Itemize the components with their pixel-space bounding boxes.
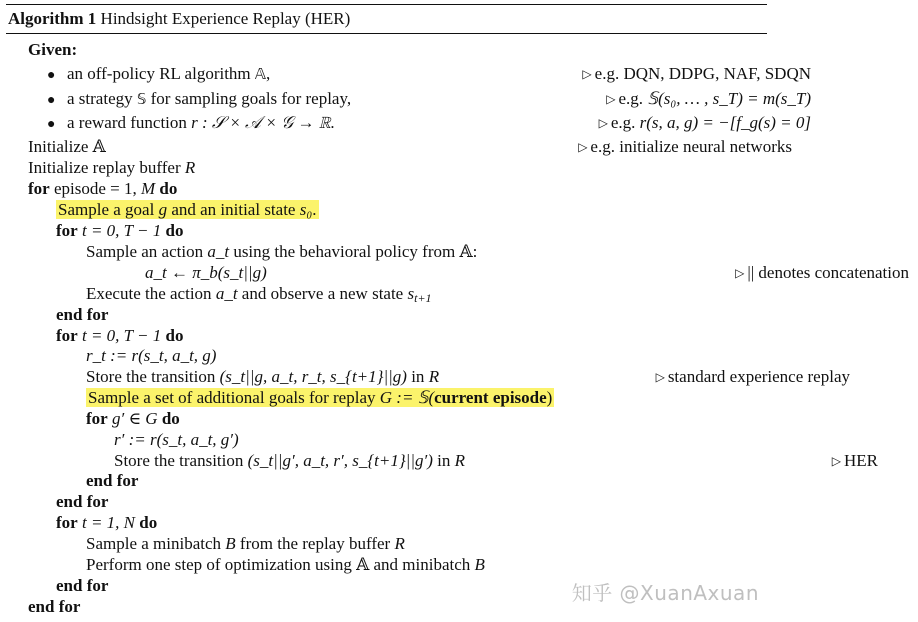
comment-triangle-icon: ▷ — [655, 370, 665, 384]
sample-action-line: Sample an action a_t using the behavioral policy from 𝔸: — [86, 242, 478, 261]
watermark: 知乎 @XuanAxuan — [571, 581, 759, 605]
comment: ▷ HER — [831, 451, 878, 470]
given-line: Given: — [28, 40, 78, 59]
for-t-line-3: for t = 1, N do — [56, 513, 158, 532]
comment-triangle-icon: ▷ — [606, 92, 616, 106]
bullet-icon: ● — [47, 93, 56, 108]
caption-rule — [6, 33, 767, 34]
for-episode-line: for episode = 1, M do — [28, 179, 178, 198]
end-for-1: end for — [56, 305, 109, 324]
optimize-line: Perform one step of optimization using 𝔸 and minibatch B — [86, 555, 485, 574]
minibatch-line: Sample a minibatch B from the replay buffer R — [86, 534, 405, 553]
bullet-icon: ● — [47, 68, 56, 83]
end-for-3: end for — [56, 492, 109, 511]
init-buffer-line: Initialize replay buffer R — [28, 158, 196, 177]
for-t-line-1: for t = 0, T − 1 do — [56, 221, 184, 240]
comment: ▷ standard experience replay — [655, 367, 850, 386]
comment-triangle-icon: ▷ — [598, 116, 608, 130]
policy-line: a_t ← π_b(s_t||g) ▷ || denotes concatenation — [145, 263, 909, 282]
highlighted-statement: Sample a set of additional goals for replay G := 𝕊(current episode) — [88, 388, 553, 407]
bullet-reward: ● a reward function r : 𝒮 × 𝒜 × 𝒢 → ℝ. ▷ e.g. r(s, a, g) = −[f_g(s) = 0] — [0, 113, 820, 133]
highlighted-statement: Sample a goal g and an initial state s₀. — [58, 200, 317, 219]
end-for-4: end for — [56, 576, 109, 595]
bullet-icon: ● — [47, 117, 56, 132]
comment: ▷ e.g. initialize neural networks — [578, 137, 792, 156]
execute-line: Execute the action a_t and observe a new state $s_{t+1}$ — [86, 284, 432, 305]
for-t-line-2: for t = 0, T − 1 do — [56, 326, 184, 345]
init-algorithm-line: Initialize 𝔸 ▷ e.g. initialize neural networks — [28, 137, 792, 156]
reward-line: r_t := r(s_t, a_t, g) — [86, 346, 217, 365]
comment: ▷ e.g. r(s, a, g) = −[f_g(s) = 0] — [598, 113, 811, 132]
algorithm-label: Algorithm 1 — [8, 9, 97, 28]
for-goal-line: for g′ ∈ G do — [86, 409, 180, 428]
sample-goal-line — [0, 200, 829, 220]
sample-goals-line — [0, 388, 859, 408]
reward-prime-line: r′ := r(s_t, a_t, g′) — [114, 430, 239, 449]
end-for-2: end for — [86, 471, 139, 490]
algorithm-title: Hindsight Experience Replay (HER) — [100, 9, 351, 28]
algorithm-caption — [8, 8, 350, 30]
store-transition-line: Store the transition (s_t||g, a_t, r_t, s_{t+1}||g) in R ▷ standard experience replay — [86, 367, 850, 386]
comment: ▷ || denotes concatenation — [735, 263, 909, 282]
comment: ▷ e.g. 𝕊(s₀, … , s_T) = m(s_T) — [606, 89, 811, 108]
store-her-line: Store the transition (s_t||g′, a_t, r′, s_{t+1}||g′) in R ▷ HER — [114, 451, 878, 470]
comment-triangle-icon: ▷ — [578, 140, 588, 154]
comment-triangle-icon: ▷ — [831, 454, 841, 468]
bullet-algorithm: ● an off-policy RL algorithm 𝔸, ▷ e.g. DQN, DDPG, NAF, SDQN — [0, 64, 820, 84]
end-for-5: end for — [28, 597, 81, 616]
bullet-strategy: ● a strategy 𝕊 for sampling goals for replay, ▷ e.g. 𝕊(s₀, … , s_T) = m(s_T) — [0, 89, 820, 109]
top-rule — [6, 4, 767, 5]
comment: ▷ e.g. DQN, DDPG, NAF, SDQN — [582, 64, 811, 83]
comment-triangle-icon: ▷ — [735, 266, 745, 280]
comment-triangle-icon: ▷ — [582, 67, 592, 81]
